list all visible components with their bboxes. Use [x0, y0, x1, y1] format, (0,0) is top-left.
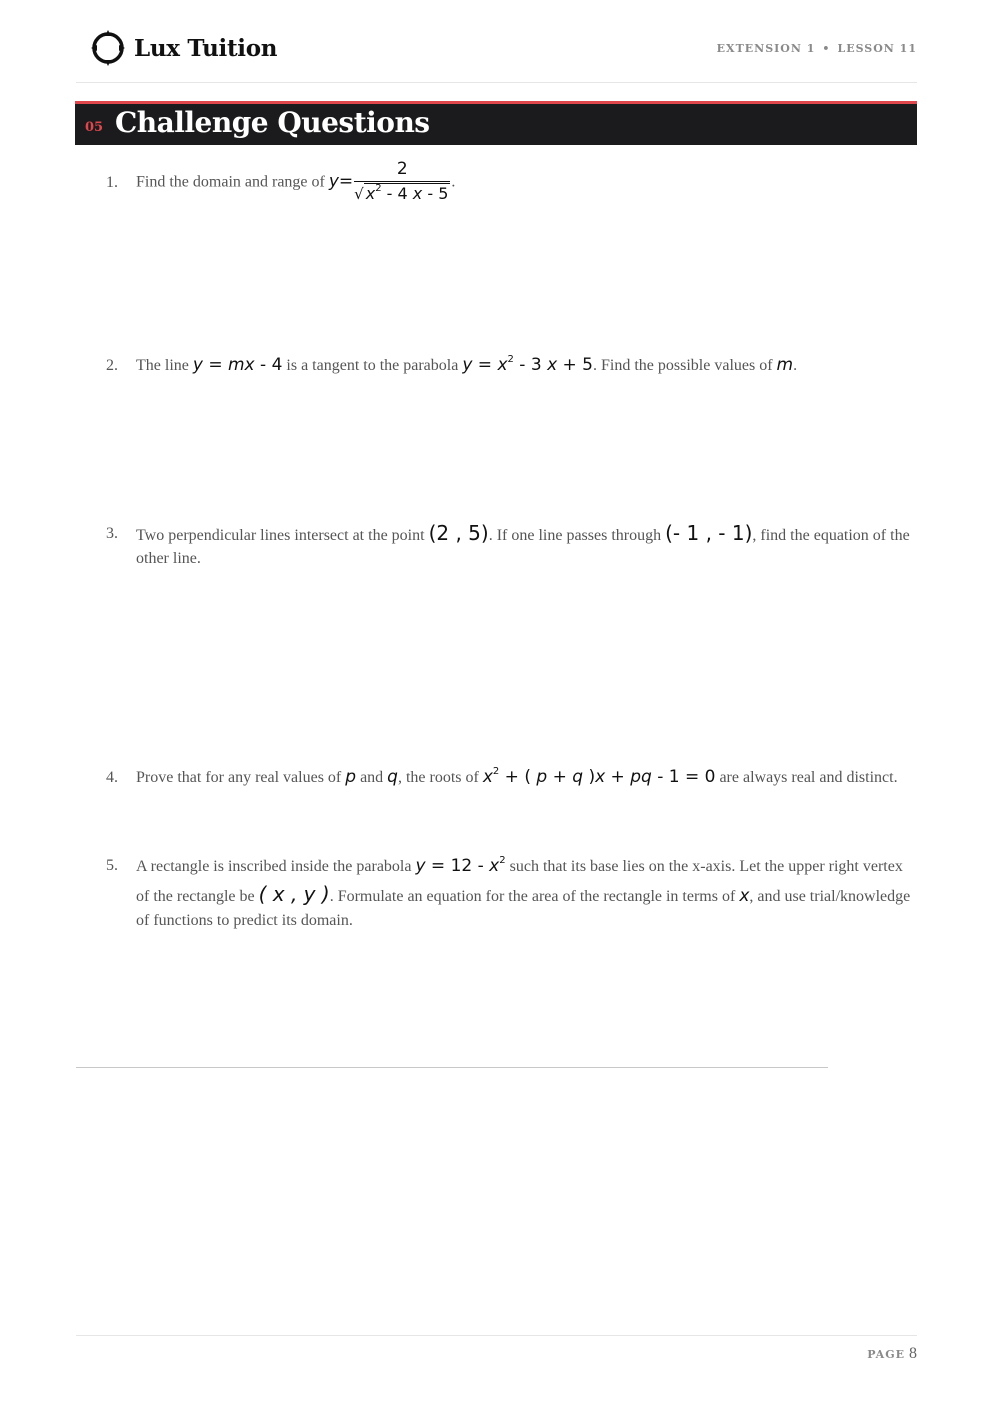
math-term: p + q [530, 767, 589, 787]
question-text [136, 159, 911, 207]
compass-ring-icon [90, 28, 126, 68]
math-expression [462, 355, 593, 375]
question-number: 1. [106, 174, 118, 191]
math-exponent: 2 [507, 354, 514, 365]
question-text-part: , and use trial/knowledge of functions to predict its domain. [136, 887, 911, 929]
page-footer [867, 1345, 917, 1363]
question-text-part: such that its base lies on the x-axis. Let the upper right vertex of the rectangle be [136, 858, 903, 905]
math-term: - 1 = 0 [651, 767, 716, 787]
lesson-label: LESSON 11 [837, 42, 917, 55]
question-number: 3. [106, 525, 118, 542]
question-number: 2. [106, 357, 118, 374]
question-text-part: , find the equation of the other line. [136, 527, 910, 567]
question-text-part: . Find the possible values of [593, 357, 773, 374]
sqrt-icon: √ [354, 185, 364, 203]
question-text-part: . If one line passes through [488, 527, 662, 544]
question-text-part: and [360, 769, 384, 786]
section-number: 05 [85, 120, 104, 135]
brand-name: Lux Tuition [134, 34, 278, 62]
math-point: (- 1 , - 1) [665, 521, 753, 545]
question-text-part: A rectangle is inscribed inside the parabola [136, 858, 412, 875]
question-number: 5. [106, 857, 118, 874]
math-variable: pq [630, 767, 652, 787]
page-number: 8 [909, 1345, 917, 1362]
question-text-part: . [793, 357, 798, 374]
math-variable: x [482, 767, 493, 787]
question-text-part: , the roots of [397, 769, 479, 786]
math-exponent: 2 [499, 855, 506, 866]
math-exponent: 2 [375, 183, 382, 194]
question-text-part: Find the domain and range of [136, 173, 325, 191]
math-variable: y [328, 171, 339, 192]
page-header [76, 24, 917, 83]
math-variable: p [345, 767, 357, 787]
math-variable: y [192, 355, 203, 375]
math-expression [193, 355, 283, 375]
math-term: - 4 [381, 184, 408, 203]
question-text-part: Two perpendicular lines intersect at the point [136, 527, 425, 544]
math-expression [415, 856, 505, 876]
math-variable: x [595, 767, 606, 787]
math-point: ( x , y ) [258, 881, 330, 906]
section-title: Challenge Questions [115, 106, 430, 139]
math-point: (2 , 5) [428, 521, 489, 545]
math-term: - 4 [254, 355, 283, 375]
fraction-denominator [354, 182, 450, 207]
math-operator: + [499, 767, 525, 787]
lesson-breadcrumb [717, 42, 917, 55]
math-expression [483, 767, 716, 787]
math-variable: x [365, 184, 376, 203]
brand-logo [90, 28, 277, 68]
math-variable: x [497, 355, 508, 375]
math-variable: x [412, 184, 423, 203]
math-term: = 12 - [425, 856, 490, 876]
math-variable: y [462, 355, 473, 375]
math-operator: = [472, 355, 498, 375]
math-paren: ) [588, 767, 596, 787]
question-text-part: Prove that for any real values of [136, 769, 342, 786]
question-text-part: . Formulate an equation for the area of the rectangle in terms of [329, 887, 736, 905]
footer-divider [76, 1335, 917, 1336]
question-text [136, 854, 911, 934]
course-label: EXTENSION 1 [716, 42, 816, 55]
question-text [136, 522, 911, 570]
math-operator: + [605, 767, 631, 787]
math-variable: q [387, 767, 398, 787]
math-operator: = [202, 355, 228, 375]
sqrt-radicand [364, 183, 451, 203]
math-variable: x [739, 885, 750, 906]
question-text-part: is a tangent to the parabola [286, 357, 459, 374]
fraction [354, 159, 450, 207]
question-text-part: are always real and distinct. [719, 769, 898, 786]
math-exponent: 2 [492, 766, 500, 777]
question-text [136, 354, 911, 379]
math-variable: m [776, 355, 794, 375]
question-number: 4. [106, 769, 118, 786]
fraction-numerator: 2 [354, 159, 450, 182]
question-text-part: . [451, 173, 456, 191]
section-divider [76, 1067, 828, 1068]
math-variable: x [489, 856, 500, 876]
question-text-part: The line [136, 357, 189, 374]
math-term: + 5 [557, 355, 593, 375]
math-operator: = [338, 171, 354, 192]
math-term: - 5 [422, 184, 449, 203]
separator-dot: • [822, 42, 831, 55]
question-text [136, 766, 911, 791]
page-label: PAGE [867, 1348, 905, 1361]
math-variable: mx [228, 355, 255, 375]
math-variable: y [415, 856, 426, 876]
math-term: - 3 [513, 355, 542, 375]
section-banner [75, 101, 917, 145]
math-paren: ( [524, 767, 531, 787]
math-variable: x [547, 355, 558, 375]
